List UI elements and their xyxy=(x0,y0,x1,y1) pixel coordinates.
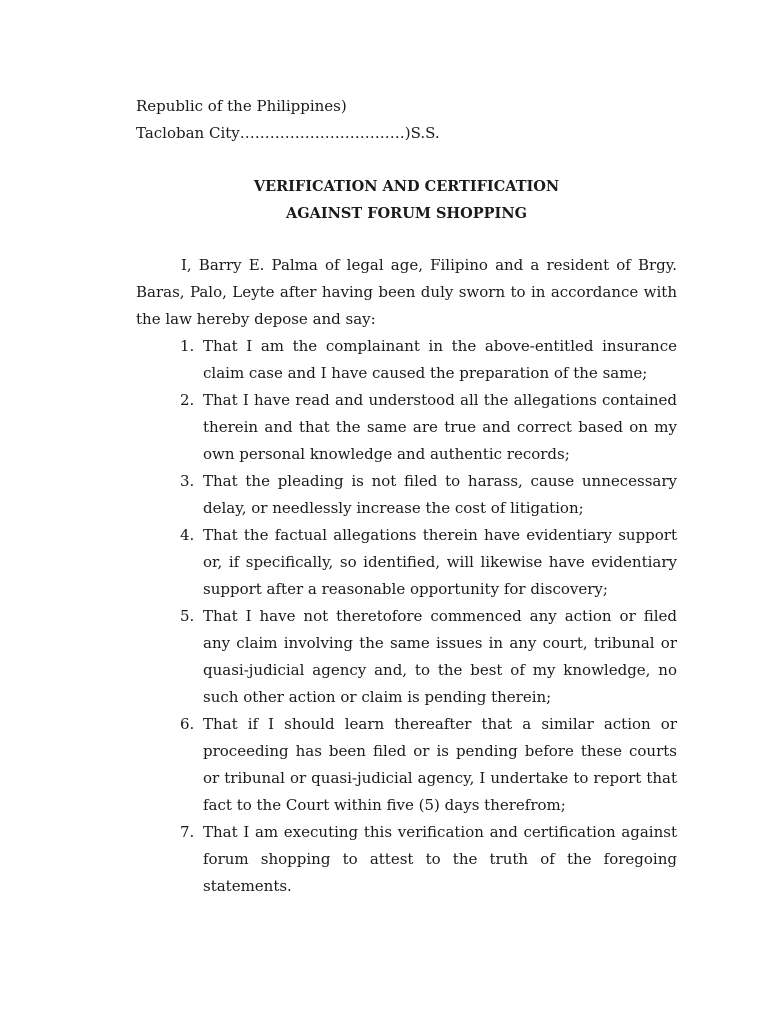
title-line-1: VERIFICATION AND CERTIFICATION xyxy=(253,178,560,195)
intro-paragraph: I, Barry E. Palma of legal age, Filipino and a resident of Brgy. Baras, Palo, Leyte after having been duly sworn to in accordance with the law hereby depose and say: xyxy=(136,256,677,328)
list-item xyxy=(136,603,677,711)
list-item xyxy=(136,468,677,522)
venue-block xyxy=(136,93,636,147)
venue-country: Republic of the Philippines) xyxy=(136,97,347,115)
item-text: That the factual allegations therein have evidentiary support or, if specifically, so identified, will likewise have evidentiary support after a reasonable opportunity for discovery; xyxy=(203,526,677,598)
list-item xyxy=(136,333,677,387)
list-item xyxy=(136,522,677,603)
item-text: That I am the complainant in the above-entitled insurance claim case and I have caused the preparation of the same; xyxy=(203,337,677,382)
title-line-2: AGAINST FORUM SHOPPING xyxy=(286,205,527,222)
list-item xyxy=(136,711,677,819)
item-text: That I am executing this verification and certification against forum shopping to attest to the truth of the foregoing statements. xyxy=(203,823,677,895)
item-text: That the pleading is not filed to harass, cause unnecessary delay, or needlessly increase the cost of litigation; xyxy=(203,472,677,517)
document-title xyxy=(136,173,677,227)
list-item xyxy=(136,819,677,900)
item-text: That if I should learn thereafter that a similar action or proceeding has been filed or is pending before these courts or tribunal or quasi-judicial agency, I undertake to report that fact to the Court within five (5) days therefrom; xyxy=(203,715,677,814)
item-number: 7. xyxy=(180,823,195,841)
list-item xyxy=(136,387,677,468)
item-number: 5. xyxy=(180,607,195,625)
statement-list xyxy=(136,333,677,900)
item-number: 1. xyxy=(180,337,195,355)
item-number: 2. xyxy=(180,391,195,409)
item-number: 6. xyxy=(180,715,195,733)
item-number: 4. xyxy=(180,526,195,544)
item-text: That I have not theretofore commenced any action or filed any claim involving the same issues in any court, tribunal or quasi-judicial agency and, to the best of my knowledge, no such other action or claim is pending therein; xyxy=(203,607,677,706)
venue-city: Tacloban City……………………………)S.S. xyxy=(136,124,440,142)
item-number: 3. xyxy=(180,472,195,490)
item-text: That I have read and understood all the allegations contained therein and that the same are true and correct based on my own personal knowledge and authentic records; xyxy=(203,391,677,463)
